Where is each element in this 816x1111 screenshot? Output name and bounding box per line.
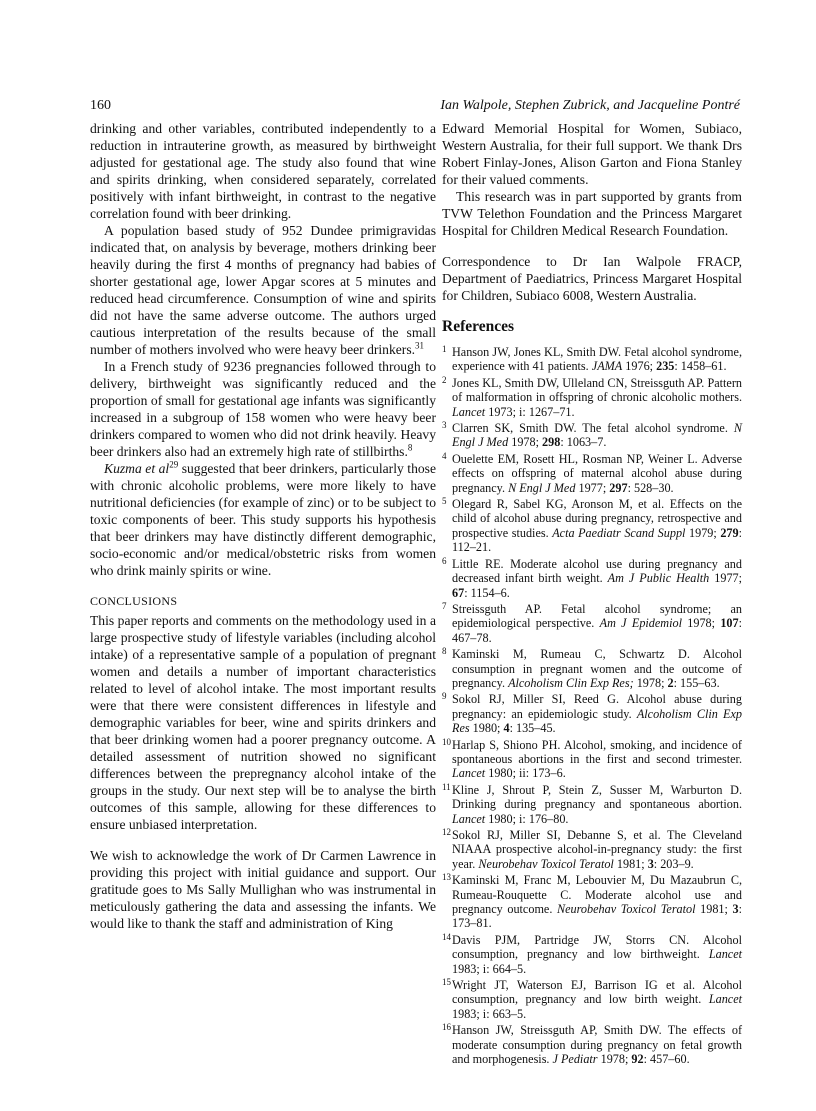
reference-journal: Alcoholism Clin Exp Res; xyxy=(508,675,634,690)
reference-number: 6 xyxy=(442,555,447,566)
reference-item xyxy=(442,1023,742,1066)
reference-item xyxy=(442,602,742,645)
page-number: 160 xyxy=(90,98,111,113)
citation-ref: 29 xyxy=(169,459,179,470)
reference-authors-title: Clarren SK, Smith DW. The fetal alcohol syndrome. xyxy=(452,421,734,436)
citation-ref: 8 xyxy=(407,442,413,453)
reference-journal: N Engl J Med xyxy=(452,421,742,450)
conclusions-heading: CONCLUSIONS xyxy=(90,594,178,608)
reference-year: 1978; xyxy=(633,675,668,690)
reference-item xyxy=(442,647,742,690)
reference-authors-title: Wright JT, Waterson EJ, Barrison IG et al. Alcohol consumption, pregnancy and low birth weight. xyxy=(452,978,742,1007)
reference-authors-title: Streissguth AP. Fetal alcohol syndrome; an epidemiological perspective. xyxy=(452,601,742,631)
reference-journal: Lancet xyxy=(452,766,486,781)
reference-number: 7 xyxy=(442,600,447,611)
reference-pages: : 467–78. xyxy=(452,616,742,645)
reference-journal: Acta Paediatr Scand Suppl xyxy=(552,525,686,540)
reference-number: 2 xyxy=(442,374,447,385)
reference-pages: : 457–60. xyxy=(643,1052,690,1067)
reference-journal: J Pediatr xyxy=(552,1052,598,1067)
reference-item xyxy=(442,345,742,374)
reference-volume: 279 xyxy=(720,525,739,540)
reference-volume: 235 xyxy=(656,359,675,374)
references-heading: References xyxy=(442,318,515,335)
reference-volume: 2 xyxy=(667,675,674,690)
reference-volume: 107 xyxy=(720,616,739,631)
running-head-authors: Ian Walpole, Stephen Zubrick, and Jacqueline Pontré xyxy=(440,98,740,113)
reference-authors-title: Hanson JW, Jones KL, Smith DW. Fetal alcohol syndrome, experience with 41 patients. xyxy=(452,345,742,374)
reference-number: 11 xyxy=(442,781,451,792)
reference-year: 1980; ii: 173–6. xyxy=(485,766,566,781)
reference-number: 5 xyxy=(442,496,447,507)
reference-journal: Lancet xyxy=(708,947,742,962)
reference-item xyxy=(442,692,742,735)
reference-number: 16 xyxy=(442,1022,451,1033)
reference-number: 15 xyxy=(442,977,451,988)
funding-paragraph: This research was in part supported by grants from TVW Telethon Foundation and the Princess Margaret Hospital for Children Medical Research Foundation. xyxy=(442,189,742,238)
reference-year: 1977; xyxy=(709,571,743,586)
reference-year: 1981; xyxy=(613,856,648,871)
reference-pages: : 528–30. xyxy=(627,480,674,495)
reference-item xyxy=(442,376,742,419)
reference-authors-title: Davis PJM, Partridge JW, Storrs CN. Alcohol consumption, pregnancy and low birthweight. xyxy=(452,932,742,962)
reference-number: 14 xyxy=(442,931,451,942)
reference-pages: : 173–81. xyxy=(452,902,742,931)
reference-item xyxy=(442,738,742,781)
reference-year: 1978; xyxy=(508,435,543,450)
right-column xyxy=(442,120,742,1069)
reference-pages: : 112–21. xyxy=(452,525,742,555)
reference-volume: 3 xyxy=(647,856,654,871)
reference-journal: Am J Public Health xyxy=(607,571,710,586)
reference-journal: JAMA xyxy=(591,359,623,374)
reference-year: 1983; i: 664–5. xyxy=(452,961,527,976)
reference-year: 1973; i: 1267–71. xyxy=(485,404,575,419)
reference-pages: : 135–45. xyxy=(509,721,556,736)
reference-item xyxy=(442,452,742,495)
acknowledgement-paragraph: We wish to acknowledge the work of Dr Carmen Lawrence in providing this project with initial guidance and support. Our gratitude goes to Ms Sally Mullighan who was instrumental in meticulously gathering the data and assessing the infants. We would like to thank the staff and administration of King xyxy=(90,848,436,931)
reference-authors-title: Harlap S, Shiono PH. Alcohol, smoking, and incidence of spontaneous abortions in the first and second trimester. xyxy=(452,737,742,766)
reference-pages: : 1063–7. xyxy=(560,435,607,450)
body-paragraph: drinking and other variables, contributed independently to a reduction in intrauterine growth, as measured by birthweight adjusted for gestational age. The study also found that wine and spirits drinking, when considered separately, correlated positively with infant birthweight, in contrast to the negative correlation found with beer drinking. xyxy=(90,121,436,221)
reference-journal: Neurobehav Toxicol Teratol xyxy=(556,902,696,917)
reference-authors-title: Ouelette EM, Rosett HL, Rosman NP, Weiner L. Adverse effects on offspring of maternal alcohol abuse during pregnancy. xyxy=(452,451,742,495)
reference-journal: Alcoholism Clin Exp Res xyxy=(452,706,743,736)
reference-journal: Lancet xyxy=(708,992,742,1007)
reference-authors-title: Little RE. Moderate alcohol use during pregnancy and decreased infant birth weight. xyxy=(452,556,742,586)
reference-item xyxy=(442,873,742,931)
reference-number: 8 xyxy=(442,646,447,657)
reference-item xyxy=(442,933,742,976)
reference-authors-title: Sokol RJ, Miller SI, Reed G. Alcohol abuse during pregnancy: an epidemiologic study. xyxy=(452,692,742,721)
reference-item xyxy=(442,783,742,826)
reference-number: 1 xyxy=(442,344,447,354)
reference-volume: 298 xyxy=(542,435,561,450)
reference-year: 1978; xyxy=(681,616,721,631)
reference-year: 1983; i: 663–5. xyxy=(452,1006,527,1021)
reference-item xyxy=(442,497,742,555)
reference-pages: : 203–9. xyxy=(653,856,694,871)
reference-authors-title: Kaminski M, Franc M, Lebouvier M, Du Mazaubrun C, Rumeau-Rouquette C. Moderate alcohol use and pregnancy outcome. xyxy=(452,873,742,917)
reference-year: 1980; xyxy=(469,721,504,736)
reference-volume: 3 xyxy=(732,902,739,917)
reference-journal: Lancet xyxy=(452,811,486,826)
reference-list xyxy=(442,345,742,1067)
reference-number: 9 xyxy=(442,691,447,702)
reference-year: 1976; xyxy=(622,359,657,374)
acknowledgement-continued: Edward Memorial Hospital for Women, Subiaco, Western Australia, for their full support. We thank Drs Robert Finlay-Jones, Alison Garton and Fiona Stanley for their valued comments. xyxy=(442,121,742,187)
reference-item xyxy=(442,978,742,1021)
body-paragraph: In a French study of 9236 pregnancies followed through to delivery, birthweight was significantly reduced and the proportion of small for gestational age infants was significantly increased in a subgroup of 158 women who were heavy beer drinkers compared to women who did not drink heavily. Heavy beer drinkers also had an extremely high rate of stillbirths.$^8$ xyxy=(90,359,436,459)
reference-year: 1977; xyxy=(575,480,610,495)
reference-number: 13 xyxy=(442,872,451,883)
reference-volume: 67 xyxy=(452,585,465,600)
body-paragraph: Kuzma et $al^{29}$ suggested that beer drinkers, particularly those with chronic alcoholic problems, were more likely to have nutritional deficiencies (for example of zinc) or to be subject to toxic components of beer. This study supports his hypothesis that beer drinkers may have distinctly different demographic, socio-economic and/or medical/obstetric risks from women who drink mainly spirits or wine. xyxy=(90,459,436,578)
reference-number: 4 xyxy=(442,450,447,461)
left-column xyxy=(90,120,436,932)
reference-journal: Lancet xyxy=(452,404,486,419)
reference-volume: 92 xyxy=(631,1052,644,1067)
reference-authors-title: Kline J, Shrout P, Stein Z, Susser M, Warburton D. Drinking during pregnancy and spontaneous abortion. xyxy=(452,782,742,812)
reference-journal: Am J Epidemiol xyxy=(599,616,682,631)
reference-year: 1980; i: 176–80. xyxy=(485,811,569,826)
reference-authors-title: Olegard R, Sabel KG, Aronson M, et al. Effects on the child of alcohol abuse during pregnancy, retrospective and prospective studies. xyxy=(452,497,742,540)
correspondence-paragraph: Correspondence to Dr Ian Walpole FRACP, Department of Paediatrics, Princess Margaret Hospital for Children, Subiaco 6008, Western Australia. xyxy=(442,254,742,303)
reference-authors-title: Sokol RJ, Miller SI, Debanne S, et al. The Cleveland NIAAA prospective alcohol-in-pregnancy study: the first year. xyxy=(452,828,742,871)
reference-year: 1979; xyxy=(685,525,721,540)
reference-number: 12 xyxy=(442,827,451,837)
reference-year: 1978; xyxy=(597,1052,632,1067)
reference-volume: 4 xyxy=(503,721,510,736)
reference-year: 1981; xyxy=(695,902,733,917)
reference-journal: Neurobehav Toxicol Teratol xyxy=(478,856,614,871)
reference-authors-title: Kaminski M, Rumeau C, Schwartz D. Alcohol consumption in pregnant women and the outcome of pregnancy. xyxy=(452,647,742,690)
reference-volume: 297 xyxy=(609,480,628,495)
reference-item xyxy=(442,557,742,600)
reference-pages: : 1458–61. xyxy=(674,359,727,374)
reference-item xyxy=(442,828,742,871)
reference-pages: : 155–63. xyxy=(673,675,720,690)
reference-authors-title: Hanson JW, Streissguth AP, Smith DW. The effects of moderate consumption during pregnancy on fetal growth and morphogenesis. xyxy=(452,1023,742,1067)
body-paragraph: A population based study of 952 Dundee primigravidas indicated that, on analysis by beverage, mothers drinking beer heavily during the first 4 months of pregnancy had babies of shorter gestational age, lower Apgar scores at 5 minutes and reduced head circumference. Consumption of wine and spirits did not have the same adverse outcome. The authors urged cautious interpretation of the results because of the small number of mothers involved who were heavy beer drinkers.$^{31}$ xyxy=(90,223,436,357)
reference-item xyxy=(442,421,742,450)
reference-journal: N Engl J Med xyxy=(508,480,576,495)
reference-authors-title: Jones KL, Smith DW, Ulleland CN, Streissguth AP. Pattern of malformation in offspring of chronic alcoholic mothers. xyxy=(452,375,742,405)
reference-pages: : 1154–6. xyxy=(464,585,510,600)
reference-number: 10 xyxy=(442,736,451,747)
reference-number: 3 xyxy=(442,420,447,431)
conclusions-paragraph: This paper reports and comments on the methodology used in a large prospective study of lifestyle variables (including alcohol intake) of a representative sample of a population of pregnant women and details a number of important characteristics related to level of alcohol intake. The most important results were that there were consistent differences in lifestyle and demographic variables for beer, wine and spirits drinkers and that beer drinking women had a poorer pregnancy outcome. A detailed assessment of nutrition showed no significant differences between the prepregnancy alcohol intake of the groups in the study. Our next step will be to analyse the birth outcomes of this sample, allowing for these differences to ensure unbiased interpretation. xyxy=(90,613,436,832)
citation-ref: 31 xyxy=(415,340,425,351)
